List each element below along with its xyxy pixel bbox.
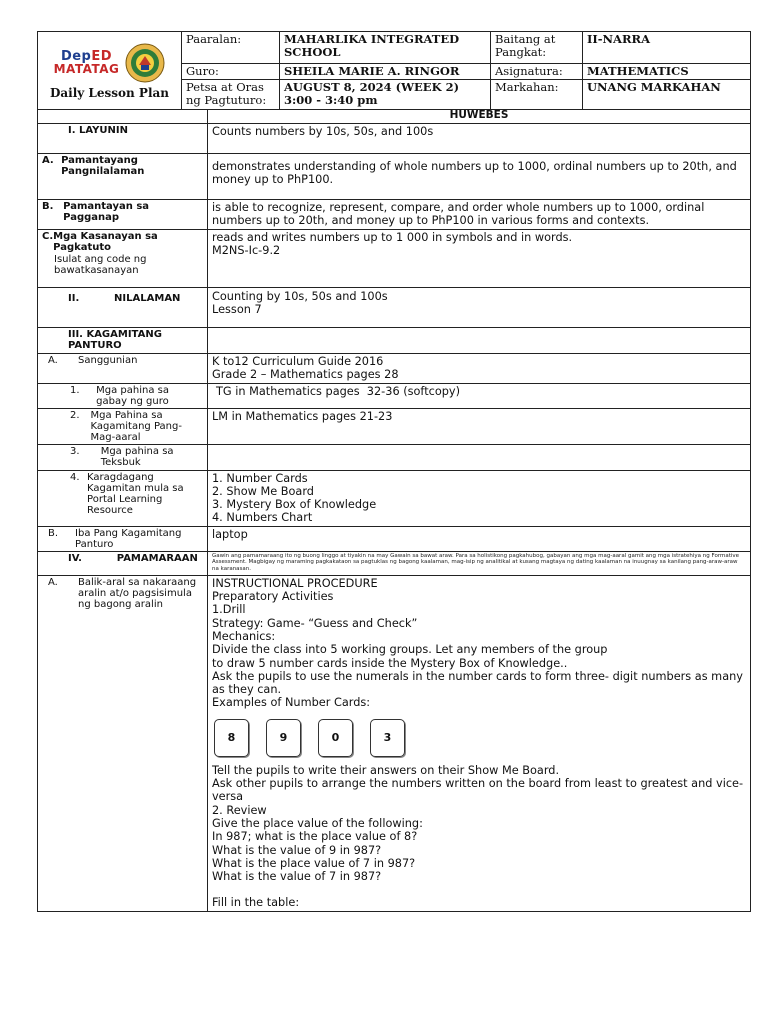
number-card: 3	[370, 719, 405, 757]
list-item: 4. Numbers Chart	[212, 511, 313, 525]
pamamaraan-note: Gawin ang pamamaraang ito ng buong linggo at tiyakin na may Gawain sa bawat araw. Para sa holistikong pagkahubog, gabayan ang mga mag-aaral gamit ang mga istratehiya ng Formative Assessment. Magbigay ng maraming pagkakataon sa pagtuklas ng bagong kaalaman, mag-isip ng analitikal at kusang magtaya ng dating kaalaman na inuugnay sa kanilang pang-araw-araw na karanasan.	[208, 551, 751, 575]
grade-label: Baitang at Pangkat:	[491, 32, 583, 64]
number-card: 8	[214, 719, 249, 757]
competency-code: M2NS-Ic-9.2	[212, 244, 281, 258]
karagdagang-value	[208, 470, 751, 526]
quarter-label: Markahan:	[491, 80, 583, 110]
teksbuk-label: 3. Mga pahina sa Teksbuk	[38, 444, 208, 470]
pamantayang-pangnilalaman-value: demonstrates understanding of whole numbers up to 1000, ordinal numbers up to 20th, and money up to PhP100.	[208, 154, 751, 200]
layunin-value: Counts numbers by 10s, 50s, and 100s	[208, 124, 751, 154]
kasanayan-value: reads and writes numbers up to 1 000 in symbols and in words. M2NS-Ic-9.2	[208, 230, 751, 288]
procedure-content: INSTRUCTIONAL PROCEDURE Preparatory Activities 1.Drill Strategy: Game- “Guess and Check” Mechanics: Divide the class into 5 working groups. Let any members of the group to draw 5 number cards inside the Mystery Box of Knowledge.. Ask the pupils to use the numerals in the number cards to form three- digit numbers as many as they can. Examples of Number Cards: 8 9 0 3 Tell the pupils to write their answers on their Show Me Board. Ask other pupils to arrange the numbers written on the board from least to greatest and vice-versa 2. Review Give the place value of the following: In 987; what is the place value of 8? What is the value of 9 in 987? What is the place value of 7 in 987? What is the value of 7 in 987? Fill in the table:	[208, 575, 751, 911]
kasanayan-label: C. Mga Kasanayan sa Pagkatuto Isulat ang code ng bawatkasanayan	[38, 230, 208, 288]
iba-pang-label: B. Iba Pang Kagamitang Panturo	[38, 526, 208, 551]
teacher-label: Guro:	[182, 64, 280, 80]
daily-lesson-plan-title: Daily Lesson Plan	[49, 86, 170, 100]
subject-label: Asignatura:	[491, 64, 583, 80]
kagamitang-mag-aaral-value: LM in Mathematics pages 21-23	[208, 408, 751, 444]
school-label: Paaralan:	[182, 32, 280, 64]
number-card: 9	[266, 719, 301, 757]
iba-pang-value: laptop	[208, 526, 751, 551]
teacher-value: SHEILA MARIE A. RINGOR	[280, 64, 491, 80]
pamamaraan-label: IV. PAMAMARAAN	[38, 551, 208, 575]
number-cards	[214, 719, 746, 757]
gabay-label: 1. Mga pahina sa gabay ng guro	[38, 383, 208, 408]
subject-value: MATHEMATICS	[583, 64, 751, 80]
sanggunian-label: A. Sanggunian	[38, 354, 208, 384]
nilalaman-label: II. NILALAMAN	[38, 288, 208, 328]
lesson-body-table	[37, 109, 751, 912]
teksbuk-value	[208, 444, 751, 470]
date-value: AUGUST 8, 2024 (WEEK 2) 3:00 - 3:40 pm	[280, 80, 491, 110]
logo-cell	[38, 32, 182, 110]
pamantayan-pagganap-value: is able to recognize, represent, compare, and order whole numbers up to 1000, ordinal numbers up to 20th, and money up to PhP100 in various forms and contexts.	[208, 200, 751, 230]
school-seal-icon	[125, 43, 165, 83]
list-item: 3. Mystery Box of Knowledge	[212, 498, 377, 512]
gabay-value: TG in Mathematics pages 32-36 (softcopy)	[208, 383, 751, 408]
number-card: 0	[318, 719, 353, 757]
header-table	[37, 31, 751, 110]
sanggunian-value: K to12 Curriculum Guide 2016 Grade 2 – Mathematics pages 28	[208, 354, 751, 384]
pamantayang-pangnilalaman-label: A. Pamantayang Pangnilalaman	[38, 154, 208, 200]
list-item: 2. Show Me Board	[212, 484, 314, 498]
karagdagang-label: 4. Karagdagang Kagamitan mula sa Portal Learning Resource	[38, 470, 208, 526]
school-value: MAHARLIKA INTEGRATED SCHOOL	[280, 32, 491, 64]
date-label: Petsa at Oras ng Pagtuturo:	[182, 80, 280, 110]
grade-value: II-NARRA	[583, 32, 751, 64]
deped-logo: DepED MATATAG	[53, 49, 120, 76]
kagamitan-label: III. KAGAMITANG PANTURO	[38, 328, 208, 354]
lesson-plan-page	[37, 31, 750, 912]
kagamitang-mag-aaral-label: 2. Mga Pahina sa Kagamitang Pang-Mag-aaral	[38, 408, 208, 444]
balik-aral-label: A. Balik-aral sa nakaraang aralin at/o pagsisimula ng bagong aralin	[38, 575, 208, 911]
nilalaman-value: Counting by 10s, 50s and 100s Lesson 7	[208, 288, 751, 328]
list-item: 1. Number Cards	[212, 471, 308, 485]
quarter-value: UNANG MARKAHAN	[583, 80, 751, 110]
layunin-label: I. LAYUNIN	[38, 124, 208, 154]
day-header: HUWEBES	[208, 110, 751, 124]
pamantayan-pagganap-label: B. Pamantayan sa Pagganap	[38, 200, 208, 230]
